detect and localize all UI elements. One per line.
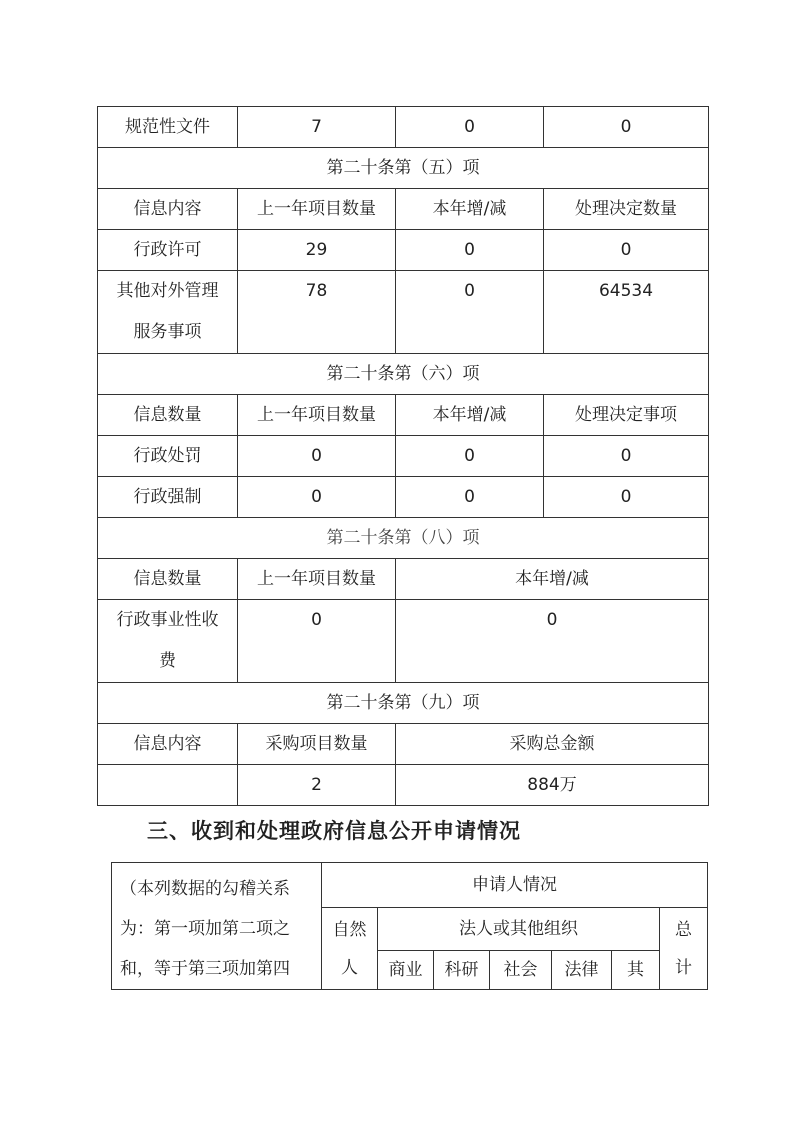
row-label: 规范性文件: [98, 107, 238, 148]
table-row: [98, 477, 709, 518]
row-label: [98, 600, 238, 683]
row-label: 行政许可: [98, 230, 238, 271]
disclosure-table: [97, 106, 709, 806]
column-header: 信息内容: [98, 189, 238, 230]
cell-value: 2: [238, 765, 396, 806]
row-label: 行政强制: [98, 477, 238, 518]
note-cell: [112, 863, 322, 990]
row-label: [98, 271, 238, 354]
cell-value: 0: [396, 230, 544, 271]
table-row: [98, 765, 709, 806]
note-line: （本列数据的勾稽关系: [120, 879, 290, 899]
cell-value: 0: [544, 436, 709, 477]
column-header: 信息数量: [98, 395, 238, 436]
total-line: 计: [675, 957, 693, 978]
cell-value: 0: [238, 436, 396, 477]
cell-value: 0: [396, 271, 544, 354]
column-header: 处理决定事项: [544, 395, 709, 436]
cell-value: 7: [238, 107, 396, 148]
column-header: 信息内容: [98, 724, 238, 765]
cell-value: 0: [396, 436, 544, 477]
cell-value: 0: [396, 600, 709, 683]
header-row: [98, 559, 709, 600]
column-header: 上一年项目数量: [238, 559, 396, 600]
column-header: 信息数量: [98, 559, 238, 600]
header-row: [98, 395, 709, 436]
total-header: [660, 908, 708, 990]
subcategory-header: 商业: [378, 951, 434, 990]
application-table: [111, 862, 708, 990]
note-line: 和，等于第三项加第四: [120, 959, 290, 979]
cell-value: 0: [544, 230, 709, 271]
column-header: 上一年项目数量: [238, 395, 396, 436]
column-header: 处理决定数量: [544, 189, 709, 230]
cell-value: 78: [238, 271, 396, 354]
row-label-line: 行政事业性收: [116, 610, 219, 630]
column-header: 上一年项目数量: [238, 189, 396, 230]
cell-value: 0: [396, 107, 544, 148]
table-row: [98, 600, 709, 683]
natural-person-line: 自然: [332, 919, 367, 940]
note-line: 为：第一项加第二项之: [120, 919, 290, 939]
column-header: 本年增/减: [396, 189, 544, 230]
section-heading: 三、收到和处理政府信息公开申请情况: [147, 818, 521, 843]
cell-value: 0: [544, 477, 709, 518]
cell-value: 29: [238, 230, 396, 271]
cell-value: [98, 765, 238, 806]
applicant-header: 申请人情况: [322, 863, 708, 908]
subcategory-header: 社会: [490, 951, 552, 990]
table-row: [98, 107, 709, 148]
legal-entity-header: 法人或其他组织: [378, 908, 660, 951]
cell-value: 0: [238, 600, 396, 683]
subcategory-header: 科研: [434, 951, 490, 990]
natural-person-line: 人: [341, 957, 358, 978]
natural-person-header: [322, 908, 378, 990]
table-row: [98, 436, 709, 477]
row-label-line: 费: [159, 651, 176, 671]
cell-value: 884万: [396, 765, 709, 806]
cell-value: 0: [238, 477, 396, 518]
column-header: 本年增/减: [396, 559, 709, 600]
total-line: 总: [675, 919, 693, 940]
section-title-20-6: 第二十条第（六）项: [98, 354, 709, 395]
cell-value: 64534: [544, 271, 709, 354]
cell-value: 0: [544, 107, 709, 148]
subcategory-header: 其: [612, 951, 660, 990]
column-header: 本年增/减: [396, 395, 544, 436]
section-title-20-9: 第二十条第（九）项: [98, 683, 709, 724]
row-label: 行政处罚: [98, 436, 238, 477]
section-title-20-5: 第二十条第（五）项: [98, 148, 709, 189]
row-label-line: 其他对外管理: [116, 281, 219, 301]
table-row: [98, 271, 709, 354]
table-row: [98, 230, 709, 271]
row-label-line: 服务事项: [133, 322, 202, 342]
header-row: [98, 189, 709, 230]
section-title-20-8: 第二十条第（八）项: [98, 518, 709, 559]
header-row: [98, 724, 709, 765]
column-header: 采购总金额: [396, 724, 709, 765]
cell-value: 0: [396, 477, 544, 518]
subcategory-header: 法律: [552, 951, 612, 990]
column-header: 采购项目数量: [238, 724, 396, 765]
